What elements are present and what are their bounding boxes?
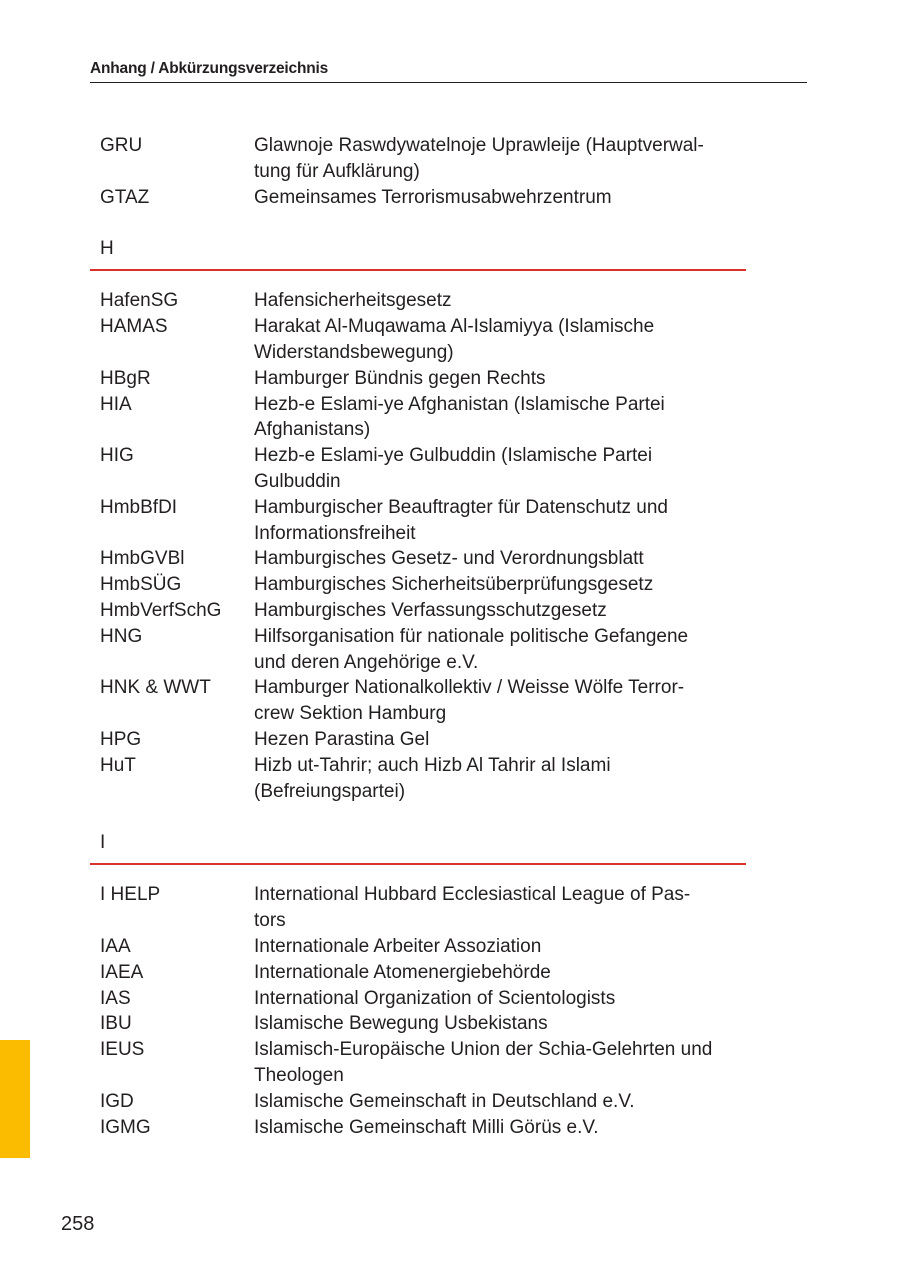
definition: Hamburgisches Sicherheitsüberprüfungsgesetz bbox=[254, 574, 654, 596]
abbreviation: IBU bbox=[100, 1013, 132, 1035]
list-item bbox=[100, 366, 750, 392]
abbreviation: IAA bbox=[100, 935, 131, 957]
abbreviation: IEUS bbox=[100, 1039, 145, 1061]
definition-line: Informationsfreiheit bbox=[254, 522, 416, 544]
list-item bbox=[100, 1115, 750, 1141]
abbreviation: I HELP bbox=[100, 884, 161, 906]
definition: Hamburger Bündnis gegen Rechts bbox=[254, 367, 546, 389]
definition-line: Hamburger Nationalkollektiv / Weisse Wölfe Terror- bbox=[254, 677, 685, 699]
list-item bbox=[100, 882, 750, 934]
abbreviation: HuT bbox=[100, 754, 136, 776]
abbreviation: IGD bbox=[100, 1090, 134, 1112]
definition bbox=[254, 675, 750, 727]
list-item bbox=[100, 675, 750, 727]
list-item bbox=[100, 1089, 750, 1115]
abbreviation: GTAZ bbox=[100, 186, 150, 208]
definition bbox=[254, 753, 750, 805]
abbreviation: HIG bbox=[100, 445, 134, 467]
definition-line: Hamburgischer Beauftragter für Datenschutz und bbox=[254, 496, 668, 518]
abbreviation: HPG bbox=[100, 728, 142, 750]
definition: Islamische Gemeinschaft Milli Görüs e.V. bbox=[254, 1116, 599, 1138]
definition bbox=[254, 443, 750, 495]
definition-line: Harakat Al-Muqawama Al-Islamiyya (Islamische bbox=[254, 316, 655, 338]
chapter-tab-marker bbox=[0, 1040, 30, 1158]
definition bbox=[254, 1037, 750, 1089]
definition bbox=[254, 624, 750, 676]
list-item bbox=[100, 624, 750, 676]
definition-line: Hizb ut-Tahrir; auch Hizb Al Tahrir al Islami bbox=[254, 754, 611, 776]
list-item bbox=[100, 392, 750, 444]
definition-line: Widerstandsbewegung) bbox=[254, 341, 454, 363]
list-item bbox=[100, 546, 750, 572]
list-item bbox=[100, 185, 750, 211]
list-item bbox=[100, 1011, 750, 1037]
abbreviation: HIA bbox=[100, 393, 132, 415]
section-rule bbox=[90, 863, 746, 865]
definition: Islamische Gemeinschaft in Deutschland e.V. bbox=[254, 1090, 635, 1112]
abbreviation-list bbox=[100, 133, 750, 1140]
definition: Islamische Bewegung Usbekistans bbox=[254, 1013, 548, 1035]
definition-line: tung für Aufklärung) bbox=[254, 160, 420, 182]
list-item bbox=[100, 934, 750, 960]
list-item bbox=[100, 495, 750, 547]
definition: Hafensicherheitsgesetz bbox=[254, 290, 452, 312]
list-item bbox=[100, 753, 750, 805]
abbreviation: HmbSÜG bbox=[100, 574, 182, 596]
definition: Internationale Arbeiter Assoziation bbox=[254, 935, 542, 957]
list-item bbox=[100, 727, 750, 753]
abbreviation: HNG bbox=[100, 625, 143, 647]
abbreviation: IAS bbox=[100, 987, 131, 1009]
definition bbox=[254, 133, 750, 185]
section-heading-h bbox=[90, 236, 746, 271]
definition-line: Hilfsorganisation für nationale politische Gefangene bbox=[254, 625, 689, 647]
definition: Gemeinsames Terrorismusabwehrzentrum bbox=[254, 186, 612, 208]
abbreviation: IGMG bbox=[100, 1116, 151, 1138]
definition-line: Islamisch-Europäische Union der Schia-Gelehrten und bbox=[254, 1039, 713, 1061]
abbreviation: GRU bbox=[100, 135, 143, 156]
definition-line: Hezb-e Eslami-ye Afghanistan (Islamische Partei bbox=[254, 393, 665, 415]
definition-line: und deren Angehörige e.V. bbox=[254, 651, 479, 673]
list-item bbox=[100, 1037, 750, 1089]
abbreviation: HafenSG bbox=[100, 290, 179, 312]
list-item bbox=[100, 598, 750, 624]
definition-line: Glawnoje Raswdywatelnoje Uprawleije (Hauptverwal- bbox=[254, 135, 704, 156]
definition: Hamburgisches Verfassungsschutzgesetz bbox=[254, 599, 607, 621]
abbreviation: IAEA bbox=[100, 961, 144, 983]
list-item bbox=[100, 443, 750, 495]
definition: Hezen Parastina Gel bbox=[254, 728, 430, 750]
section-heading-i bbox=[90, 830, 746, 865]
definition-line: Gulbuddin bbox=[254, 470, 341, 492]
section-letter: H bbox=[100, 238, 114, 260]
definition-line: Theologen bbox=[254, 1064, 344, 1086]
definition: International Organization of Scientologists bbox=[254, 987, 616, 1009]
abbreviation: HNK & WWT bbox=[100, 677, 211, 699]
definition bbox=[254, 882, 750, 934]
running-header: Anhang / Abkürzungsverzeichnis bbox=[90, 60, 807, 83]
definition: Hamburgisches Gesetz- und Verordnungsblatt bbox=[254, 548, 644, 570]
list-item bbox=[100, 133, 750, 185]
definition-line: International Hubbard Ecclesiastical League of Pas- bbox=[254, 884, 691, 906]
section-rule bbox=[90, 269, 746, 271]
list-item bbox=[100, 572, 750, 598]
section-letter: I bbox=[100, 832, 106, 854]
definition: Internationale Atomenergiebehörde bbox=[254, 961, 551, 983]
abbreviation: HmbBfDI bbox=[100, 496, 178, 518]
abbreviation: HmbVerfSchG bbox=[100, 599, 222, 621]
abbreviation: HmbGVBl bbox=[100, 548, 185, 570]
definition-line: (Befreiungspartei) bbox=[254, 780, 406, 802]
definition-line: crew Sektion Hamburg bbox=[254, 703, 447, 725]
definition bbox=[254, 392, 750, 444]
list-item bbox=[100, 960, 750, 986]
definition-line: Hezb-e Eslami-ye Gulbuddin (Islamische Partei bbox=[254, 445, 653, 467]
definition bbox=[254, 314, 750, 366]
definition-line: tors bbox=[254, 910, 286, 932]
definition bbox=[254, 495, 750, 547]
abbreviation: HBgR bbox=[100, 367, 151, 389]
definition-line: Afghanistans) bbox=[254, 419, 371, 441]
abbreviation: HAMAS bbox=[100, 316, 168, 338]
list-item bbox=[100, 314, 750, 366]
list-item bbox=[100, 288, 750, 314]
page-number: 258 bbox=[61, 1213, 95, 1235]
list-item bbox=[100, 986, 750, 1012]
